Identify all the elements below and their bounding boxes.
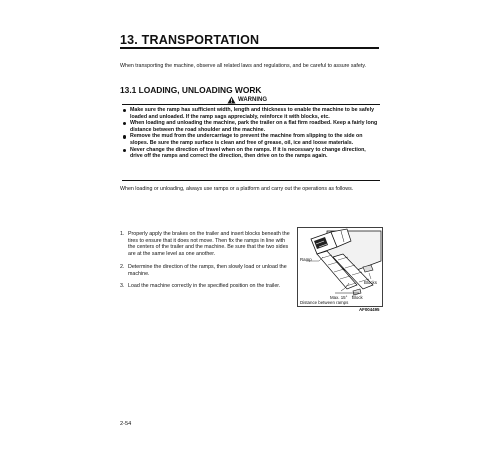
intro-paragraph: When transporting the machine, observe all related laws and regulations, and be careful to assure safety.	[120, 63, 367, 69]
max-angle-label: Max. 15°	[330, 295, 348, 300]
step-text: Properly apply the brakes on the trailer and insert blocks beneath the tires to ensure that it does not move. Then fix the ramps in line with the centers of the trailer and the machine. Be sure that the two sides are at the same level as one another.	[128, 231, 290, 257]
procedure-step-2	[120, 264, 292, 277]
figure-code: AF004495	[359, 307, 380, 312]
ramps-instruction-paragraph: When loading or unloading, always use ramps or a platform and carry out the operations as follows.	[120, 186, 354, 192]
chapter-title-rule	[120, 47, 379, 49]
warning-heading	[227, 96, 267, 104]
warning-triangle-icon	[227, 96, 236, 104]
warning-label: WARNING	[238, 97, 267, 103]
warning-bottom-rule	[122, 180, 380, 181]
distance-between-ramps-label: Distance between ramps	[300, 300, 349, 305]
loading-ramp-illustration	[297, 227, 383, 312]
block-label: Block	[352, 295, 363, 300]
procedure-step-3	[120, 283, 292, 290]
step-number: 3.	[120, 283, 125, 289]
warning-item: Make sure the ramp has sufficient width, length and thickness to enable the machine to be safely loaded and unloaded. If the ramp sags appreciably, reinforce it with blocks, etc.	[123, 107, 379, 120]
procedure-step-1	[120, 231, 292, 257]
step-text: Determine the direction of the ramps, then slowly load or unload the machine.	[128, 264, 287, 277]
section-title: 13.1 LOADING, UNLOADING WORK	[120, 85, 262, 95]
step-number: 2.	[120, 264, 125, 270]
warning-list	[123, 107, 379, 160]
chapter-title: 13. TRANSPORTATION	[120, 33, 260, 47]
step-text: Load the machine correctly in the specified position on the trailer.	[128, 283, 281, 289]
blocks-label: Blocks	[364, 280, 377, 285]
warning-item: Never change the direction of travel when on the ramps. If it is necessary to change direction, drive off the ramps and correct the direction, then drive on to the ramps again.	[123, 147, 379, 160]
ramp-label: Ramp	[300, 257, 312, 262]
warning-item: When loading and unloading the machine, park the trailer on a flat firm roadbed. Keep a fairly long distance between the road shoulder and the machine.	[123, 120, 379, 133]
warning-item: Remove the mud from the undercarriage to prevent the machine from slipping to the side on slopes. Be sure the ramp surface is clean and free of grease, oil, ice and loose materials.	[123, 133, 379, 146]
page-number: 2-54	[120, 421, 132, 427]
step-number: 1.	[120, 231, 125, 237]
warning-top-rule	[122, 104, 380, 105]
